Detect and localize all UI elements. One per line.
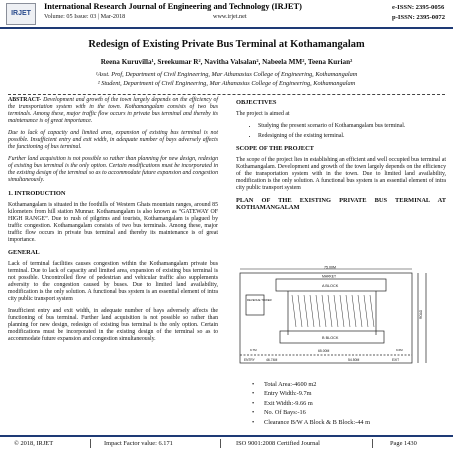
objectives-list bbox=[258, 123, 446, 140]
general-text-2: Insufficient entry and exit width, in adequate number of bays adversely affects the functioning of bus terminal. Further land acquisition is not possible so rather than planning for new design, redesign of existing bus terminal is the only option. Certain modifications must be incorporated in the existing design of the terminal so as to accommodate future expansion and congestion simultaneously. bbox=[8, 308, 218, 343]
objective-item: • Studying the present scenario of Kothamangalam bus terminal. bbox=[258, 123, 446, 130]
plan-heading: PLAN OF THE EXISTING PRIVATE BUS TERMINAL AT KOTHAMANGALAM bbox=[236, 197, 446, 212]
a-block-label: A BLOCK bbox=[322, 284, 339, 288]
affiliation-2: ² Student, Department of Civil Engineering, Mar Athanasius College of Engineering, Kothamangalam bbox=[97, 80, 356, 87]
footer-divider bbox=[90, 439, 91, 448]
journal-url[interactable]: www.irjet.net bbox=[213, 13, 247, 20]
revenue-tower-label: REVENUE TOWER bbox=[247, 298, 272, 302]
introduction-heading: 1. INTRODUCTION bbox=[8, 189, 66, 197]
footer-page: Page 1430 bbox=[390, 440, 417, 447]
market-label: MARKET bbox=[322, 274, 337, 279]
issn-block bbox=[392, 3, 445, 23]
terminal-stats-list bbox=[252, 380, 370, 427]
scope-heading: SCOPE OF THE PROJECT bbox=[236, 145, 314, 153]
title-separator bbox=[8, 94, 445, 95]
footer-impact: Impact Factor value: 6.171 bbox=[104, 440, 173, 447]
stat-clearance: • Clearance B/W A Block & B Block:-44 m bbox=[252, 418, 370, 427]
b-block-label: B BLOCK bbox=[322, 336, 339, 340]
journal-logo: IRJET bbox=[6, 3, 36, 25]
stat-bays: • No. Of Bays:-16 bbox=[252, 408, 370, 417]
right-column bbox=[236, 97, 446, 216]
affiliation-1: ¹Asst. Prof, Department of Civil Engineering, Mar Athanasius College of Engineering, Kothamangalam bbox=[95, 71, 358, 78]
abstract-para-3: Further land acquisition is not possible so rather than planning for new design, redesign of existing bus terminal is the only option. Certain modifications must be incorporated in the existing design of the terminal so as to accommodate future expansion and congestion simultaneously. bbox=[8, 156, 218, 184]
paper-title: Redesign of Existing Private Bus Terminal at Kothamangalam bbox=[88, 39, 365, 50]
exit-label: EXIT bbox=[392, 358, 400, 362]
bottom-dim-left: 46.74M bbox=[266, 358, 278, 362]
objectives-intro: The project is aimed at bbox=[236, 111, 290, 117]
introduction-text: Kothamangalam is situated in the foothills of Western Ghats mountain ranges, around 85 kilometers from hill station Munnar. Kothamangalam is also known as “GATEWAY OF HIGH RANGE”. Due to rush of pilgrims and tourists, Kothamangalam is plagued by traffic congestion. Kothamangalam consists of two bus terminals. Among these, major traffic flow occurs in private bus terminal and thereby its maintenance is of great importance. bbox=[8, 201, 218, 243]
eissn: e-ISSN: 2395-0056 bbox=[392, 4, 445, 11]
author-list: Reena Kuruvilla¹, Sreekumar R², Navitha Valsalan², Nabeela MM², Teena Kurian² bbox=[100, 58, 353, 66]
header-rule bbox=[0, 27, 453, 29]
entry-label: ENTRY bbox=[244, 358, 255, 362]
footer-divider bbox=[220, 439, 221, 448]
top-dimension: 75.00M bbox=[324, 265, 336, 270]
journal-name: International Research Journal of Engineering and Technology (IRJET) bbox=[44, 2, 302, 11]
stat-exit-width: • Exit Width:-9.66 m bbox=[252, 399, 370, 408]
objective-item: • Redesigning of the existing terminal. bbox=[258, 133, 446, 140]
mid-dimension: 65.00M bbox=[318, 349, 330, 353]
footer-copyright: © 2018, IRJET bbox=[14, 440, 54, 447]
left-column bbox=[8, 97, 218, 348]
general-heading: GENERAL bbox=[8, 248, 40, 256]
entry-width-dim: 9.7M bbox=[250, 348, 257, 352]
general-text-1: Lack of terminal facilities causes congestion within the Kothamangalam private bus terminal. Due to lack of capacity and limited area, expansion of existing bus terminal is not possible. Uncontrolled flow of pedestrian and vehicular traffic also supplements adversity to the congestion caused by buses. Due to limited land availability, modification is the only solution. A functional bus system is an essential element of intra city public transport system bbox=[8, 260, 218, 303]
footer-iso: ISO 9001:2008 Certified Journal bbox=[236, 440, 320, 447]
page-footer bbox=[0, 435, 453, 453]
pissn: p-ISSN: 2395-0072 bbox=[392, 14, 445, 21]
footer-divider bbox=[372, 439, 373, 448]
stat-entry-width: • Entry Width:-9.7m bbox=[252, 389, 370, 398]
bottom-dim-right: 54.50M bbox=[348, 358, 360, 362]
scope-text: The scope of the project lies in establishing an efficient and well occupied bus terminal at Kothamangalam. Development and growth of the town largely depends on the efficiency of the transportation system with in the town. Due to limited land availability, modification is the only solution. A functional bus system is an essential element of intra city public transport system bbox=[236, 157, 446, 192]
road-label: ROAD bbox=[419, 309, 423, 319]
exit-width-dim: 9.6M bbox=[396, 348, 403, 352]
abstract-label: ABSTRACT- bbox=[8, 97, 42, 103]
volume-info: Volume: 05 Issue: 03 | Mar-2018 bbox=[44, 13, 126, 20]
objectives-heading: OBJECTIVES bbox=[236, 99, 277, 106]
abstract-para-2: Due to lack of capacity and limited area, expansion of existing bus terminal is not possible. Insufficient entry and exit width, in adequate number of bays adversely affects the functioning of bus terminal. bbox=[8, 130, 218, 151]
abstract-para-1: ABSTRACT- Development and growth of the town largely depends on the efficiency of the transportation system with in the town. Kothamangalam consists of two bus terminals. Among these, major traffic flow occurs in private bus terminal and thereby its maintenance is of great importance. bbox=[8, 97, 218, 125]
stat-total-area: • Total Area:-4600 m2 bbox=[252, 380, 370, 389]
footer-rule bbox=[0, 435, 453, 437]
terminal-plan-drawing bbox=[236, 265, 446, 371]
